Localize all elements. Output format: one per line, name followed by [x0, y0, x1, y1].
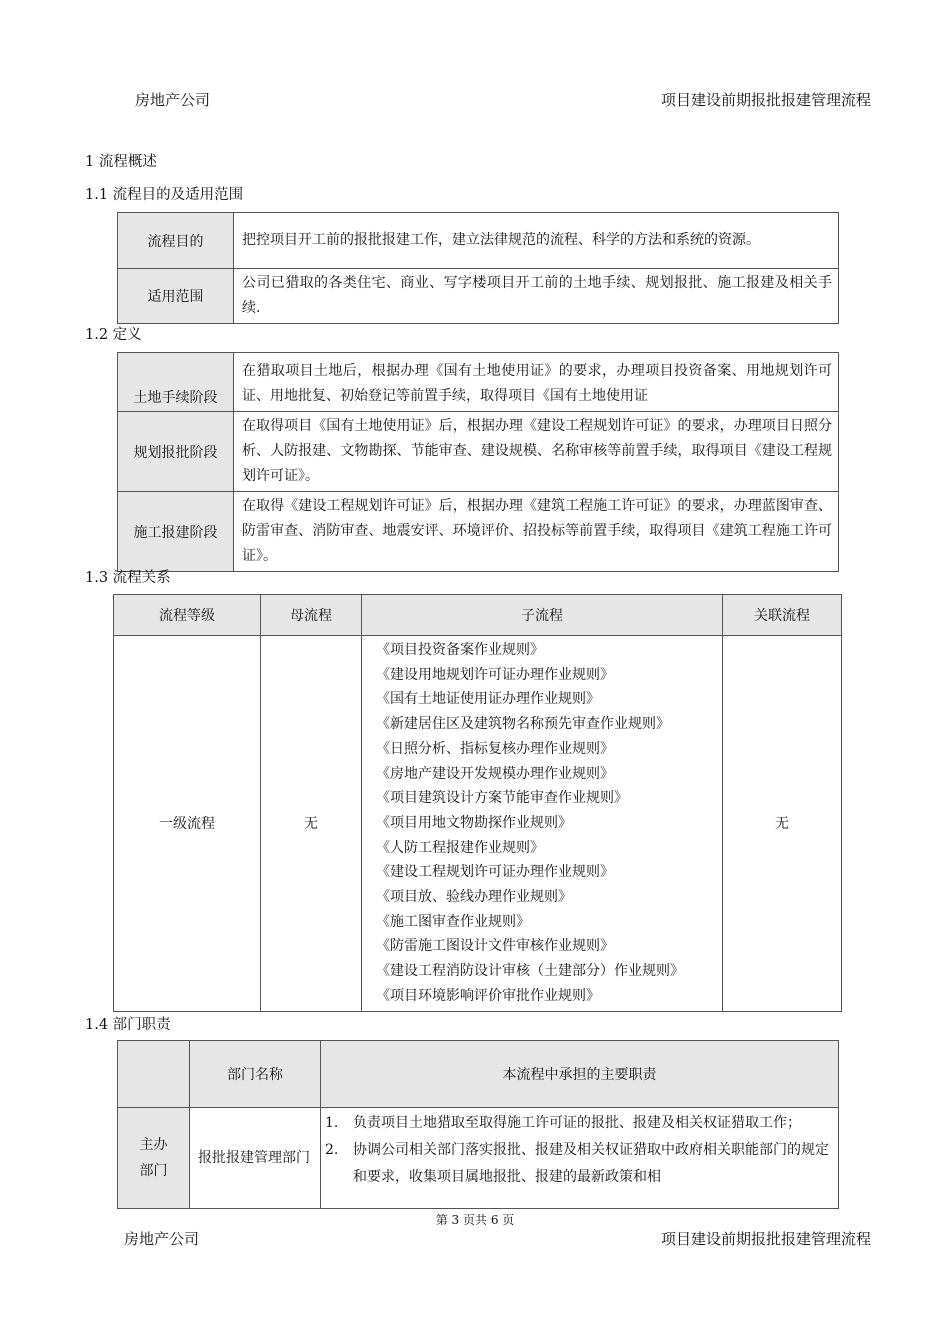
definition-row: [118, 412, 839, 492]
definition-label-planning: 规划报批阶段: [118, 412, 234, 492]
relation-header-related: 关联流程: [723, 595, 842, 636]
section-1-1-heading: 1.1 流程目的及适用范围: [85, 187, 244, 203]
relation-header-level: 流程等级: [114, 595, 261, 636]
duty-dept: 报批报建管理部门: [190, 1108, 321, 1209]
child-process-item: 《新建居住区及建筑物名称预先审查作业规则》: [376, 716, 670, 733]
child-process-item: 《项目用地文物勘探作业规则》: [376, 814, 572, 831]
section-1-2-heading: 1.2 定义: [85, 327, 142, 343]
duty-header-blank: [118, 1041, 190, 1108]
duty-item-text: 负责项目土地猎取至取得施工许可证的报批、报建及相关权证猎取工作；: [353, 1115, 801, 1131]
duty-row: [118, 1108, 839, 1209]
definition-row: [118, 492, 839, 572]
child-process-item: 《建设工程规划许可证办理作业规则》: [376, 864, 614, 881]
section-1-heading: 1 流程概述: [85, 154, 157, 170]
duty-list-clip: [321, 1110, 838, 1208]
duty-item-number: 2.: [325, 1142, 339, 1158]
duty-header-duties: 本流程中承担的主要职责: [321, 1041, 839, 1108]
duty-list: [321, 1108, 839, 1209]
definition-text-land-clip: 在猎取项目土地后，根据办理《国有土地使用证》的要求，办理项目投资备案、用地规划许可证、用地批复、初始登记等前置手续，取得项目《国有土地使用证: [242, 363, 832, 404]
header-company: 房地产公司: [135, 91, 211, 109]
page-number: 第 3 页共 6 页: [435, 1213, 515, 1227]
scope-label: 适用范围: [118, 269, 234, 324]
relation-children: [362, 636, 723, 1012]
definition-text-construction: 在取得《建设工程规划许可证》后，根据办理《建筑工程施工许可证》的要求，办理蓝图审查、防雷审查、消防审查、地震安评、环境评价、招投标等前置手续，取得项目《建筑工程施工许可证》。: [234, 492, 839, 572]
definition-table: [117, 352, 839, 572]
child-process-item: 《项目投资备案作业规则》: [376, 642, 544, 658]
child-process-item: 《日照分析、指标复核办理作业规则》: [376, 740, 614, 757]
duty-header-row: [118, 1041, 839, 1108]
relation-table: [113, 594, 842, 1012]
child-process-item: 《施工图审查作业规则》: [376, 913, 530, 930]
header-doc-title: 项目建设前期报批报建管理流程: [660, 91, 871, 109]
definition-text-planning: 在取得项目《国有土地使用证》后，根据办理《建设工程规划许可证》的要求，办理项目日照分析、人防报建、文物勘探、节能审查、建设规模、名称审核等前置手续，取得项目《建设工程规划许可证》。: [234, 412, 839, 492]
child-process-item: 《国有土地证使用证办理作业规则》: [376, 691, 600, 708]
duty-role: 主办部门: [118, 1108, 190, 1209]
relation-header-child: 子流程: [362, 595, 723, 636]
definition-label-construction: 施工报建阶段: [118, 492, 234, 572]
section-1-3-heading: 1.3 流程关系: [85, 570, 171, 586]
duty-item-text: 协调公司相关部门落实报批、报建及相关权证猎取中政府相关职能部门的规定和要求，收集项目属地报批、报建的最新政策和相: [353, 1142, 829, 1185]
child-process-item: 《项目建筑设计方案节能审查作业规则》: [376, 790, 628, 807]
duty-item-number: 1.: [325, 1115, 339, 1131]
child-process-item: 《项目放、验线办理作业规则》: [376, 889, 572, 906]
definition-text-land: [234, 353, 839, 412]
definition-row: [118, 353, 839, 412]
child-process-item: 《建设工程消防设计审核（土建部分）作业规则》: [376, 963, 684, 980]
section-1-4-heading: 1.4 部门职责: [85, 1017, 171, 1033]
footer-company: 房地产公司: [124, 1230, 200, 1248]
relation-level: 一级流程: [114, 636, 261, 1012]
duty-header-dept: 部门名称: [190, 1041, 321, 1108]
purpose-text: 把控项目开工前的报批报建工作，建立法律规范的流程、科学的方法和系统的资源。: [234, 213, 839, 269]
purpose-label: 流程目的: [118, 213, 234, 269]
purpose-table: [117, 212, 839, 324]
child-process-item: 《防雷施工图设计文件审核作业规则》: [376, 938, 614, 955]
purpose-row: [118, 213, 839, 269]
duty-item: [321, 1110, 838, 1137]
duty-table: [117, 1040, 839, 1209]
child-process-item: 《人防工程报建作业规则》: [376, 839, 544, 856]
relation-parent: 无: [261, 636, 362, 1012]
relation-header-parent: 母流程: [261, 595, 362, 636]
relation-header-row: [114, 595, 842, 636]
scope-row: [118, 269, 839, 324]
child-process-item: 《建设用地规划许可证办理作业规则》: [376, 666, 614, 683]
scope-text: 公司已猎取的各类住宅、商业、写字楼项目开工前的土地手续、规划报批、施工报建及相关手续.: [234, 269, 839, 324]
relation-related: 无: [723, 636, 842, 1012]
definition-label-land: 土地手续阶段: [118, 353, 234, 412]
child-process-item: 《房地产建设开发规模办理作业规则》: [376, 765, 614, 782]
duty-item: [321, 1137, 838, 1191]
relation-row: [114, 636, 842, 1012]
footer-doc-title: 项目建设前期报批报建管理流程: [660, 1230, 871, 1248]
child-process-item: 《项目环境影响评价审批作业规则》: [376, 987, 600, 1004]
